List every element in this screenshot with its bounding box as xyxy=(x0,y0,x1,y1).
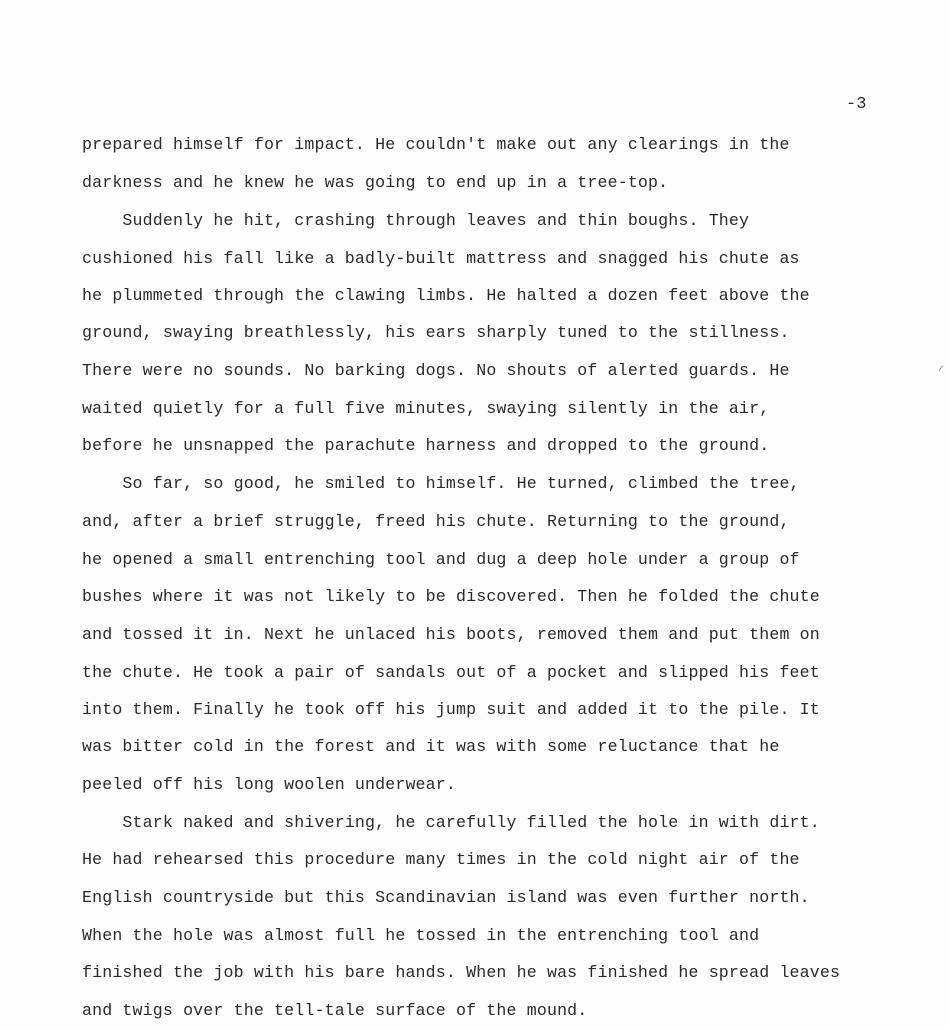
text-line: Suddenly he hit, crashing through leaves and thin boughs. They xyxy=(82,211,750,230)
text-line: bushes where it was not likely to be discovered. Then he folded the chute xyxy=(82,587,820,606)
text-line: and tossed it in. Next he unlaced his boots, removed them and put them on xyxy=(82,625,820,644)
text-line: the chute. He took a pair of sandals out of a pocket and slipped his feet xyxy=(82,663,820,682)
text-line: When the hole was almost full he tossed in the entrenching tool and xyxy=(82,926,760,945)
text-line: and twigs over the tell-tale surface of the mound. xyxy=(82,1001,588,1020)
text-line: he plummeted through the clawing limbs. He halted a dozen feet above the xyxy=(82,286,810,305)
text-line: cushioned his fall like a badly-built mattress and snagged his chute as xyxy=(82,249,800,268)
text-line: English countryside but this Scandinavian island was even further north. xyxy=(82,888,810,907)
text-line: into them. Finally he took off his jump suit and added it to the pile. It xyxy=(82,700,820,719)
text-line: peeled off his long woolen underwear. xyxy=(82,775,456,794)
text-line: Stark naked and shivering, he carefully filled the hole in with dirt. xyxy=(82,813,820,832)
text-line: darkness and he knew he was going to end up in a tree-top. xyxy=(82,173,669,192)
text-line: and, after a brief struggle, freed his chute. Returning to the ground, xyxy=(82,512,790,531)
text-line: prepared himself for impact. He couldn't make out any clearings in the xyxy=(82,135,790,154)
text-line: There were no sounds. No barking dogs. No shouts of alerted guards. He xyxy=(82,361,790,380)
text-line: ground, swaying breathlessly, his ears sharply tuned to the stillness. xyxy=(82,323,790,342)
text-line: finished the job with his bare hands. When he was finished he spread leaves xyxy=(82,963,841,982)
text-line: was bitter cold in the forest and it was with some reluctance that he xyxy=(82,737,780,756)
margin-mark xyxy=(939,365,946,372)
text-line: So far, so good, he smiled to himself. He turned, climbed the tree, xyxy=(82,474,800,493)
text-line: he opened a small entrenching tool and dug a deep hole under a group of xyxy=(82,550,800,569)
text-line: He had rehearsed this procedure many times in the cold night air of the xyxy=(82,850,800,869)
page-number: -3 xyxy=(846,95,867,114)
text-line: waited quietly for a full five minutes, swaying silently in the air, xyxy=(82,399,770,418)
text-line: before he unsnapped the parachute harness and dropped to the ground. xyxy=(82,436,770,455)
